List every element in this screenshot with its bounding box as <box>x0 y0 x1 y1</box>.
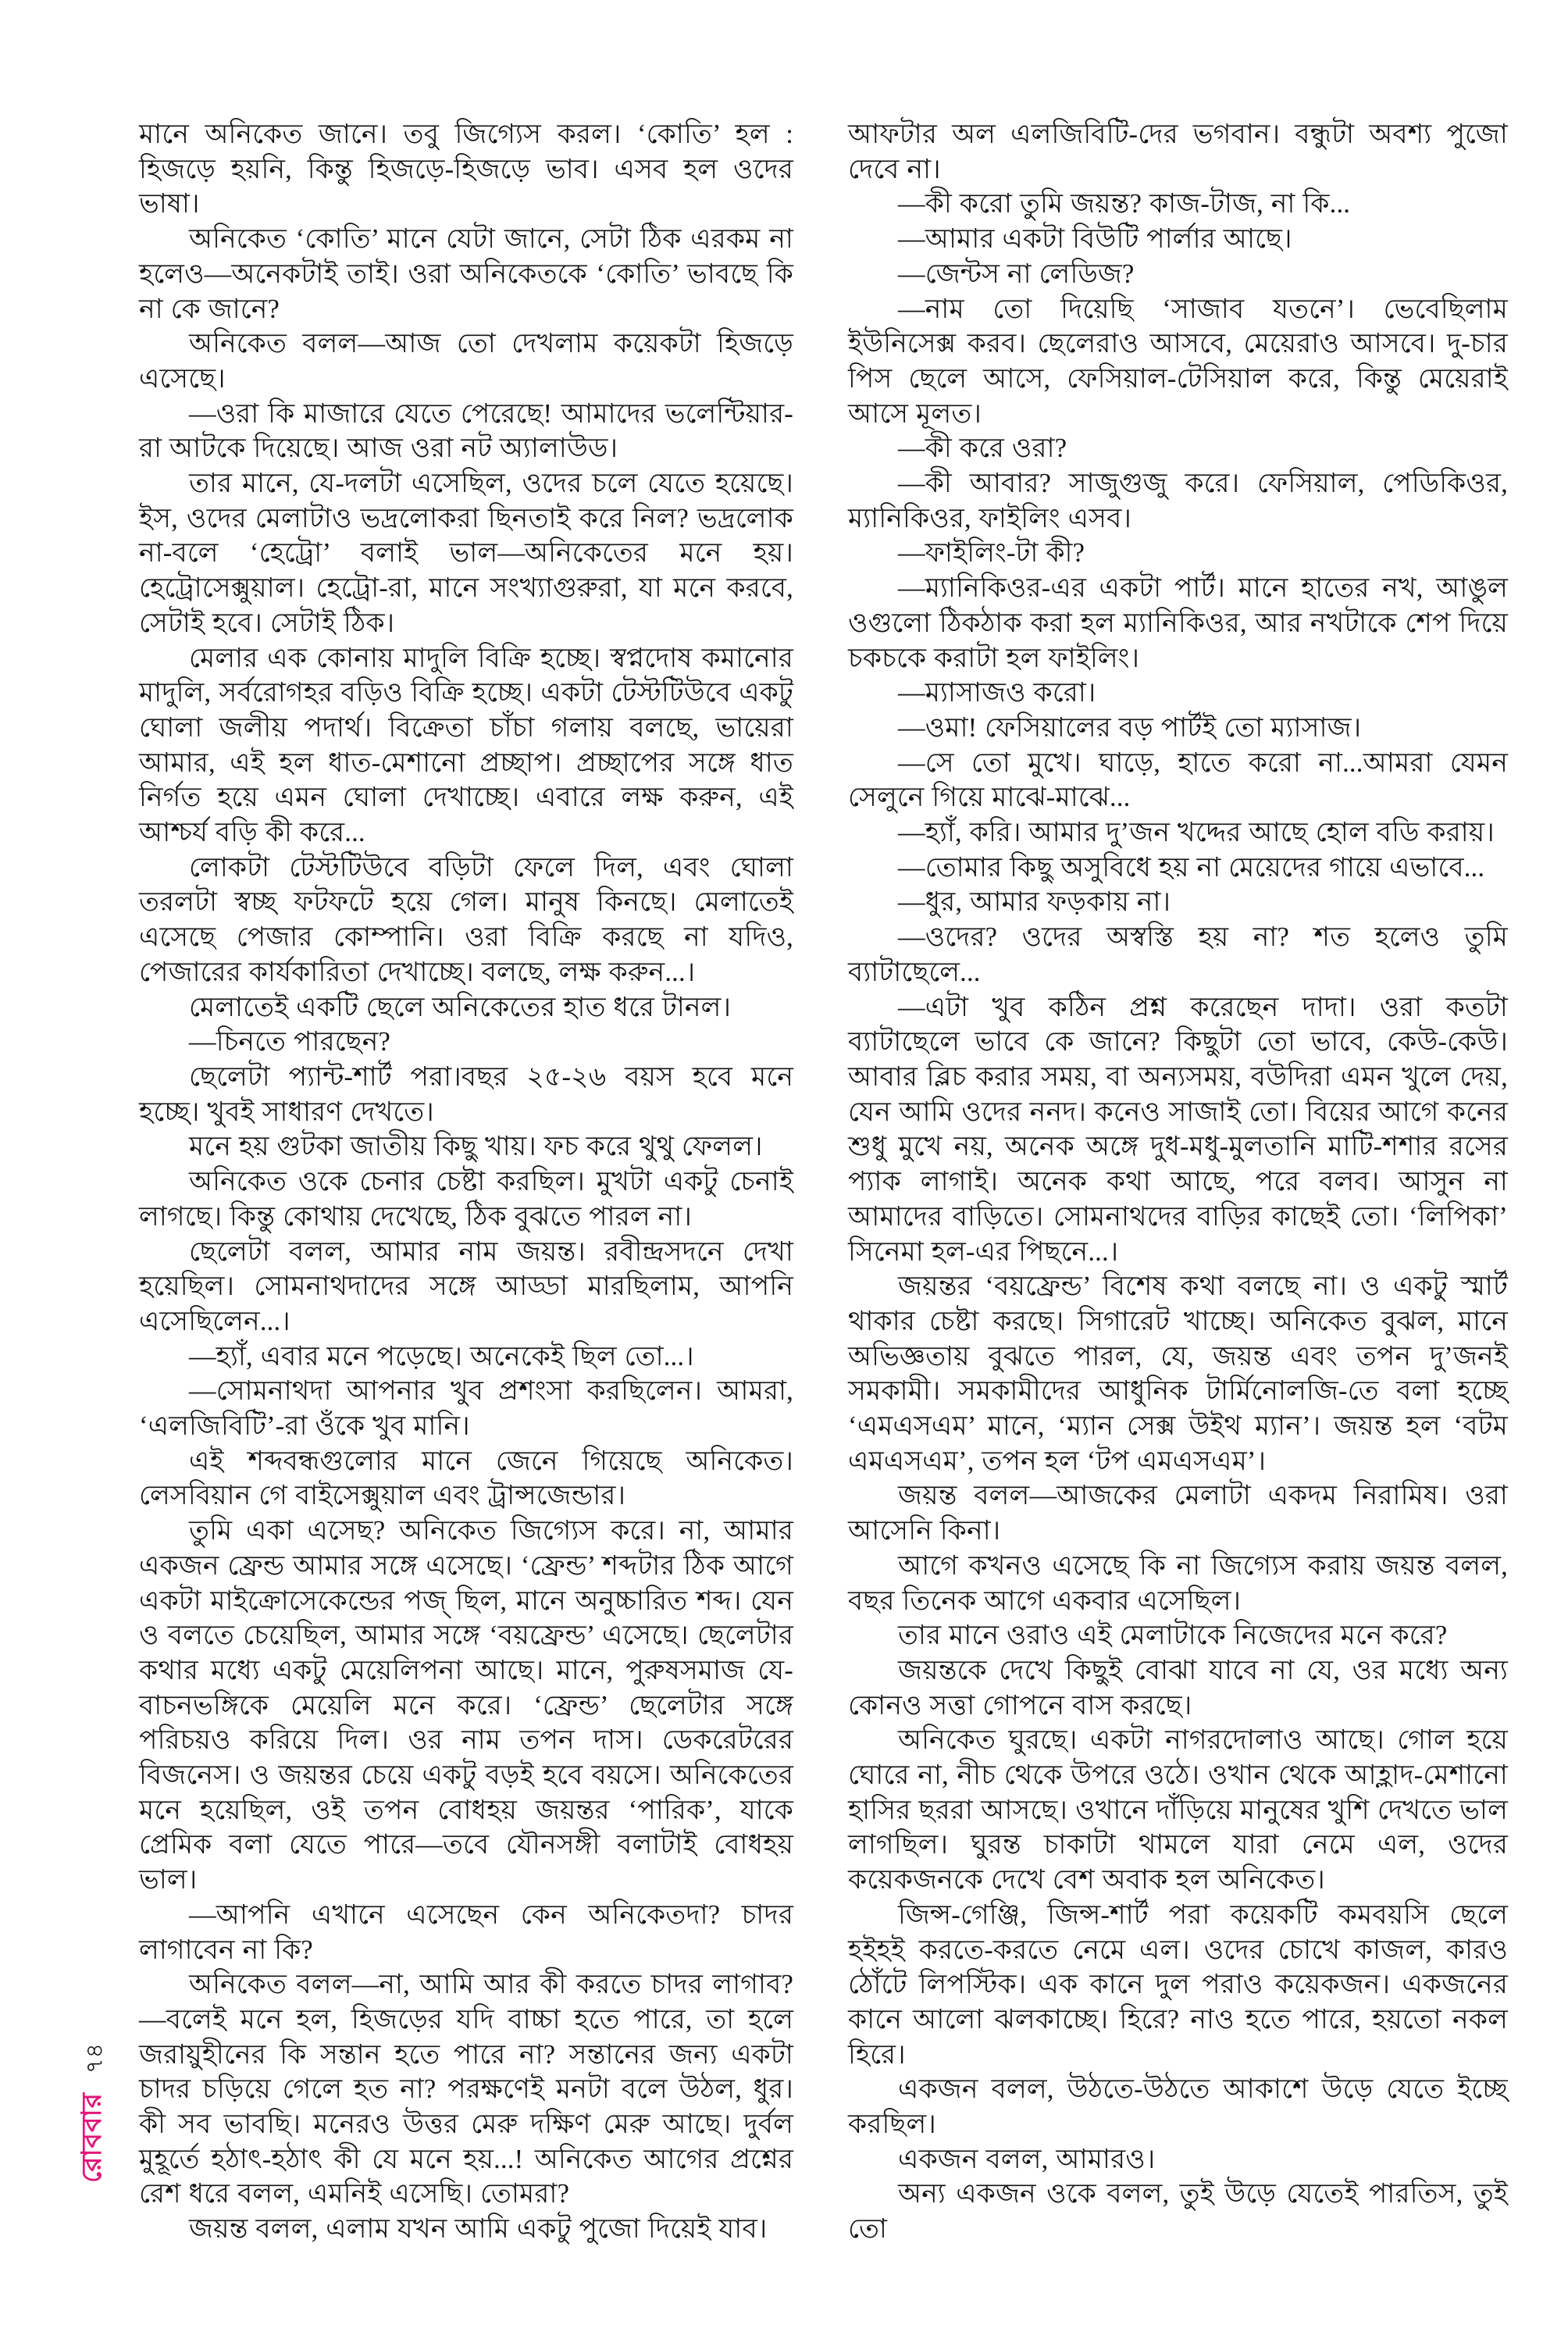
paragraph: জয়ন্তর ‘বয়ফ্রেন্ড’ বিশেষ কথা বলছে না। ও একটু স্মার্ট থাকার চেষ্টা করছে। সিগারেট খাচ্ছে। অনিকেত বুঝল, মানে অভিজ্ঞতায় বুঝতে পারল, যে, জয়ন্ত এবং তপন দু’জনই সমকামী। সমকামীদের আধুনিক টার্মিনোলজি-তে বলা হচ্ছে ‘এমএসএম’ মানে, ‘ম্যান সেক্স উইথ ম্যান’। জয়ন্ত হল ‘বটম এমএসএম’, তপন হল ‘টপ এমএসএম’। <box>848 1271 1508 1476</box>
right-text-column <box>848 117 1508 2247</box>
paragraph: —নাম তো দিয়েছি ‘সাজাব যতনে’। ভেবেছিলাম ইউনিসেক্স করব। ছেলেরাও আসবে, মেয়েরাও আসবে। দু-চার পিস ছেলে আসে, ফেসিয়াল-টেসিয়াল করে, কিন্তু মেয়েরাই আসে মূলত। <box>848 294 1508 429</box>
paragraph: —ওদের? ওদের অস্বস্তি হয় না? শত হলেও তুমি ব্যাটাছেলে... <box>848 922 1508 987</box>
paragraph: জয়ন্তকে দেখে কিছুই বোঝা যাবে না যে, ওর মধ্যে অন্য কোনও সত্তা গোপনে বাস করছে। <box>848 1655 1508 1721</box>
left-text-column <box>139 117 793 2247</box>
paragraph: একজন বলল, আমারও। <box>898 2144 1156 2174</box>
paragraph: অনিকেত ওকে চেনার চেষ্টা করছিল। মুখটা একটু চেনাই লাগছে। কিন্তু কোথায় দেখেছে, ঠিক বুঝতে পারল না। <box>139 1167 793 1232</box>
paragraph: —ফাইলিং-টা কী? <box>898 538 1085 569</box>
paragraph: —হ্যাঁ, করি। আমার দু’জন খদ্দের আছে হোল বডি করায়। <box>898 818 1495 848</box>
paragraph: —ওমা! ফেসিয়ালের বড় পার্টই তো ম্যাসাজ। <box>898 712 1362 743</box>
paragraph: অনিকেত ঘুরছে। একটা নাগরদোলাও আছে। গোল হয়ে ঘোরে না, নীচ থেকে উপরে ওঠে। ওখান থেকে আহ্লাদ-মেশানো হাসির ছররা আসছে। ওখানে দাঁড়িয়ে মানুষের খুশি দেখতে ভাল লাগছিল। ঘুরন্ত চাকাটা থামলে যারা নেমে এল, ওদের কয়েকজনকে দেখে বেশ অবাক হল অনিকেত। <box>848 1725 1508 1895</box>
paragraph: তার মানে, যে-দলটা এসেছিল, ওদের চলে যেতে হয়েছে। ইস, ওদের মেলাটাও ভদ্রলোকরা ছিনতাই করে নিল? ভদ্রলোক না-বলে ‘হেট্রো’ বলাই ভাল—অনিকেতের মনে হয়। হেট্রোসেক্সুয়াল। হেট্রো-রা, মানে সংখ্যাগুরুরা, যা মনে করবে, সেটাই হবে। সেটাই ঠিক। <box>139 469 793 638</box>
magazine-title-vertical: রোববার <box>77 2092 107 2183</box>
paragraph: —তোমার কিছু অসুবিধে হয় না মেয়েদের গায়ে এভাবে... <box>898 852 1485 883</box>
paragraph: —চিনতে পারছেন? <box>189 1027 391 1057</box>
paragraph: লোকটা টেস্টটিউবে বড়িটা ফেলে দিল, এবং ঘোলা তরলটা স্বচ্ছ ফটফটে হয়ে গেল। মানুষ কিনছে। মেলাতেই এসেছে পেজার কোম্পানি। ওরা বিক্রি করছে না যদিও, পেজারের কার্যকারিতা দেখাচ্ছে। বলছে, লক্ষ করুন...। <box>139 852 793 987</box>
paragraph: —কী আবার? সাজুগুজু করে। ফেসিয়াল, পেডিকিওর, ম্যানিকিওর, ফাইলিং এসব। <box>848 469 1508 533</box>
paragraph: —আপনি এখানে এসেছেন কেন অনিকেতদা? চাদর লাগাবেন না কি? <box>139 1899 793 1965</box>
paragraph: তার মানে ওরাও এই মেলাটাকে নিজেদের মনে করে? <box>898 1621 1448 1651</box>
paragraph: জিন্স-গেঞ্জি, জিন্স-শার্ট পরা কয়েকটি কমবয়সি ছেলে হইহই করতে-করতে নেমে এল। ওদের চোখে কাজল, কারও ঠোঁটে লিপস্টিক। এক কানে দুল পরাও কয়েকজন। একজনের কানে আলো ঝলকাচ্ছে। হিরে? নাও হতে পারে, হয়তো নকল হিরে। <box>848 1899 1508 2070</box>
paragraph: ছেলেটা বলল, আমার নাম জয়ন্ত। রবীন্দ্রসদনে দেখা হয়েছিল। সোমনাথদাদের সঙ্গে আড্ডা মারছিলাম, আপনি এসেছিলেন...। <box>139 1236 793 1336</box>
paragraph: —কী করো তুমি জয়ন্ত? কাজ-টাজ, না কি... <box>898 189 1351 219</box>
paragraph: এই শব্দবন্ধগুলোর মানে জেনে গিয়েছে অনিকেত। লেসবিয়ান গে বাইসেক্সুয়াল এবং ট্রান্সজেন্ডার। <box>139 1446 793 1511</box>
paragraph: তুমি একা এসেছ? অনিকেত জিগ্যেস করে। না, আমার একজন ফ্রেন্ড আমার সঙ্গে এসেছে। ‘ফ্রেন্ড’ শব্দটার ঠিক আগে একটা মাইক্রোসেকেন্ডের পজ্ ছিল, মানে অনুচ্চারিত শব্দ। যেন ও বলতে চেয়েছিল, আমার সঙ্গে ‘বয়ফ্রেন্ড’ এসেছে। ছেলেটার কথার মধ্যে একটু মেয়েলিপনা আছে। মানে, পুরুষসমাজ যে-বাচনভঙ্গিকে মেয়েলি মনে করে। ‘ফ্রেন্ড’ ছেলেটার সঙ্গে পরিচয়ও করিয়ে দিল। ওর নাম তপন দাস। ডেকরেটরের বিজনেস। ও জয়ন্তর চেয়ে একটু বড়ই হবে বয়সে। অনিকেতের মনে হয়েছিল, ওই তপন বোধহয় জয়ন্তর ‘পারিক’, যাকে প্রেমিক বলা যেতে পারে—তবে যৌনসঙ্গী বলাটাই বোধহয় ভাল। <box>139 1516 793 1895</box>
paragraph: অনিকেত বলল—আজ তো দেখলাম কয়েকটা হিজড়ে এসেছে। <box>139 329 793 394</box>
paragraph: —জেন্টস না লেডিজ? <box>898 259 1135 289</box>
paragraph: —আমার একটা বিউটি পার্লার আছে। <box>898 224 1292 255</box>
paragraph: অন্য একজন ওকে বলল, তুই উড়ে যেতেই পারতিস, তুই তো <box>848 2179 1508 2245</box>
paragraph: আফটার অল এলজিবিটি-দের ভগবান। বন্ধুটা অবশ্য পুজো দেবে না। <box>848 119 1508 184</box>
paragraph: জয়ন্ত বলল—আজকের মেলাটা একদম নিরামিষ। ওরা আসেনি কিনা। <box>848 1481 1508 1546</box>
paragraph: মানে অনিকেত জানে। তবু জিগ্যেস করল। ‘কোতি’ হল : হিজড়ে হয়নি, কিন্তু হিজড়ে-হিজড়ে ভাব। এসব হল ওদের ভাষা। <box>139 119 793 219</box>
page-number: ৭৪ <box>82 2043 108 2074</box>
paragraph: —ওরা কি মাজারে যেতে পেরেছে! আমাদের ভলেন্টিয়ার-রা আটকে দিয়েছে। আজ ওরা নট অ্যালাউড। <box>139 398 793 464</box>
paragraph: ছেলেটা প্যান্ট-শার্ট পরা।বছর ২৫-২৬ বয়স হবে মনে হচ্ছে। খুবই সাধারণ দেখতে। <box>139 1061 793 1127</box>
paragraph: —সোমনাথদা আপনার খুব প্রশংসা করছিলেন। আমরা, ‘এলজিবিটি’-রা ওঁকে খুব মানি। <box>139 1376 793 1442</box>
paragraph: মনে হয় গুটকা জাতীয় কিছু খায়। ফচ করে থুথু ফেলল। <box>189 1132 763 1162</box>
paragraph: মেলাতেই একটি ছেলে অনিকেতের হাত ধরে টানল। <box>189 992 732 1022</box>
paragraph: একজন বলল, উঠতে-উঠতে আকাশে উড়ে যেতে ইচ্ছে করছিল। <box>848 2074 1508 2140</box>
paragraph: আগে কখনও এসেছে কি না জিগ্যেস করায় জয়ন্ত বলল, বছর তিনেক আগে একবার এসেছিল। <box>848 1550 1508 1616</box>
paragraph: জয়ন্ত বলল, এলাম যখন আমি একটু পুজো দিয়েই যাব। <box>189 2214 768 2245</box>
paragraph: —ধুর, আমার ফড়কায় না। <box>898 887 1171 918</box>
paragraph: —সে তো মুখে। ঘাড়ে, হাতে করো না...আমরা যেমন সেলুনে গিয়ে মাঝে-মাঝে... <box>848 747 1508 813</box>
paragraph: অনিকেত ‘কোতি’ মানে যেটা জানে, সেটা ঠিক এরকম না হলেও—অনেকটাই তাই। ওরা অনিকেতকে ‘কোতি’ ভাবছে কি না কে জানে? <box>139 224 793 324</box>
paragraph: —এটা খুব কঠিন প্রশ্ন করেছেন দাদা। ওরা কতটা ব্যাটাছেলে ভাবে কে জানে? কিছুটা তো ভাবে, কেউ-কেউ। আবার ব্লিচ করার সময়, বা অন্যসময়, বউদিরা এমন খুলে দেয়, যেন আমি ওদের ননদ। কনেও সাজাই তো। বিয়ের আগে কনের শুধু মুখে নয়, অনেক অঙ্গে দুধ-মধু-মুলতানি মাটি-শশার রসের প্যাক লাগাই। অনেক কথা আছে, পরে বলব। আসুন না আমাদের বাড়িতে। সোমনাথদের বাড়ির কাছেই তো। ‘লিপিকা’ সিনেমা হল-এর পিছনে...। <box>848 992 1508 1267</box>
paragraph: —হ্যাঁ, এবার মনে পড়েছে। অনেকেই ছিল তো...। <box>189 1341 694 1371</box>
paragraph: —কী করে ওরা? <box>898 433 1067 464</box>
paragraph: —ম্যাসাজও করো। <box>898 678 1096 708</box>
paragraph: অনিকেত বলল—না, আমি আর কী করতে চাদর লাগাব?—বলেই মনে হল, হিজড়ের যদি বাচ্চা হতে পারে, তা হলে জরায়ুহীনের কি সন্তান হতে পারে না? সন্তানের জন্য একটা চাদর চড়িয়ে গেলে হত না? পরক্ষণেই মনটা বলে উঠল, ধুর। কী সব ভাবছি। মনেরও উত্তর মেরু দক্ষিণ মেরু আছে। দুর্বল মুহূর্তে হঠাৎ-হঠাৎ কী যে মনে হয়...! অনিকেত আগের প্রশ্নের রেশ ধরে বলল, এমনিই এসেছি। তোমরা? <box>139 1970 793 2209</box>
paragraph: —ম্যানিকিওর-এর একটা পার্ট। মানে হাতের নখ, আঙুল ওগুলো ঠিকঠাক করা হল ম্যানিকিওর, আর নখটাকে শেপ দিয়ে চকচকে করাটা হল ফাইলিং। <box>848 573 1508 673</box>
paragraph: মেলার এক কোনায় মাদুলি বিক্রি হচ্ছে। স্বপ্নদোষ কমানোর মাদুলি, সর্বরোগহর বড়িও বিক্রি হচ্ছে। একটা টেস্টটিউবে একটু ঘোলা জলীয় পদার্থ। বিক্রেতা চাঁচা গলায় বলছে, ভায়েরা আমার, এই হল ধাত-মেশানো প্রচ্ছাপ। প্রচ্ছাপের সঙ্গে ধাত নির্গত হয়ে এমন ঘোলা দেখাচ্ছে। এবারে লক্ষ করুন, এই আশ্চর্য বড়ি কী করে... <box>139 643 793 848</box>
